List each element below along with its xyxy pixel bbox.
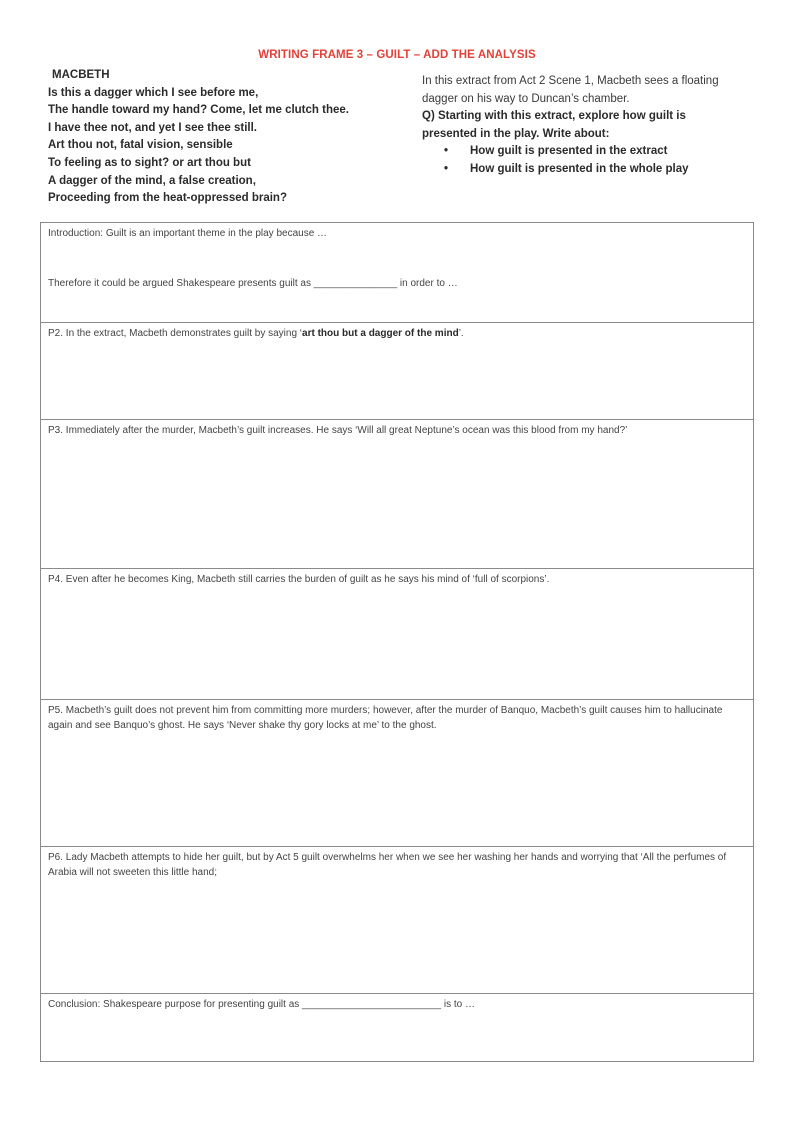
task-bullet <box>444 161 732 179</box>
paragraph-5-cell[interactable] <box>41 700 753 847</box>
extract-line: Proceeding from the heat-oppressed brain? <box>48 192 287 205</box>
bullet-icon: • <box>444 145 449 158</box>
extract-line: To feeling as to sight? or art thou but <box>48 156 251 169</box>
spacer <box>48 241 746 276</box>
task-bullet-text: How guilt is presented in the whole play <box>470 162 689 175</box>
conclusion-cell[interactable] <box>41 994 753 1061</box>
introduction-argument-prompt: Therefore it could be argued Shakespeare presents guilt as _______________ in order to … <box>48 278 458 289</box>
task-bullet <box>444 143 732 161</box>
introduction-cell[interactable] <box>41 223 753 323</box>
worksheet-title: WRITING FRAME 3 – GUILT – ADD THE ANALYSIS <box>258 49 536 61</box>
p2-prompt-end: ’. <box>458 328 464 339</box>
essay-question: Q) Starting with this extract, explore how guilt is presented in the play. Write about: <box>422 110 686 140</box>
conclusion-prompt: Conclusion: Shakespeare purpose for presenting guilt as _________________________ is to … <box>48 999 475 1010</box>
p2-quote: art thou but a dagger of the mind <box>302 328 459 339</box>
paragraph-4-cell[interactable] <box>41 569 753 700</box>
extract-line: Art thou not, fatal vision, sensible <box>48 139 233 152</box>
introduction-prompt: Introduction: Guilt is an important theme in the play because … <box>48 228 328 239</box>
p4-prompt: P4. Even after he becomes King, Macbeth still carries the burden of guilt as he says his mind of ‘full of scorpions’. <box>48 574 550 585</box>
p6-prompt: P6. Lady Macbeth attempts to hide her guilt, but by Act 5 guilt overwhelms her when we see her washing her hands and worrying that ‘All the perfumes of Arabia will not sweeten this little hand; <box>48 852 727 878</box>
p3-prompt: P3. Immediately after the murder, Macbeth’s guilt increases. He says ‘Will all great Neptune’s ocean was this blood from my hand?’ <box>48 425 628 436</box>
paragraph-3-cell[interactable] <box>41 420 753 569</box>
paragraph-2-cell[interactable] <box>41 323 753 420</box>
writing-frame-table <box>40 222 754 1062</box>
paragraph-6-cell[interactable] <box>41 847 753 994</box>
p5-prompt: P5. Macbeth’s guilt does not prevent him from committing more murders; however, after the murder of Banquo, Macbeth’s guilt causes him to hallucinate again and see Banquo’s ghost. He says ‘Never shake thy gory locks at me’ to the ghost. <box>48 705 723 731</box>
task-bullet-list <box>422 143 732 178</box>
extract-line: Is this a dagger which I see before me, <box>48 86 259 99</box>
task-instructions <box>422 73 732 179</box>
extract-context: In this extract from Act 2 Scene 1, Macbeth sees a floating dagger on his way to Duncan’s chamber. <box>422 75 719 105</box>
bullet-icon: • <box>444 162 449 175</box>
extract-speaker: MACBETH <box>52 69 110 81</box>
macbeth-extract <box>48 67 408 208</box>
task-bullet-text: How guilt is presented in the extract <box>470 145 668 158</box>
extract-line: A dagger of the mind, a false creation, <box>48 174 256 187</box>
p2-prompt: P2. In the extract, Macbeth demonstrates guilt by saying ‘ <box>48 328 303 339</box>
extract-line: I have thee not, and yet I see thee still. <box>48 121 257 134</box>
extract-line: The handle toward my hand? Come, let me clutch thee. <box>48 104 349 117</box>
